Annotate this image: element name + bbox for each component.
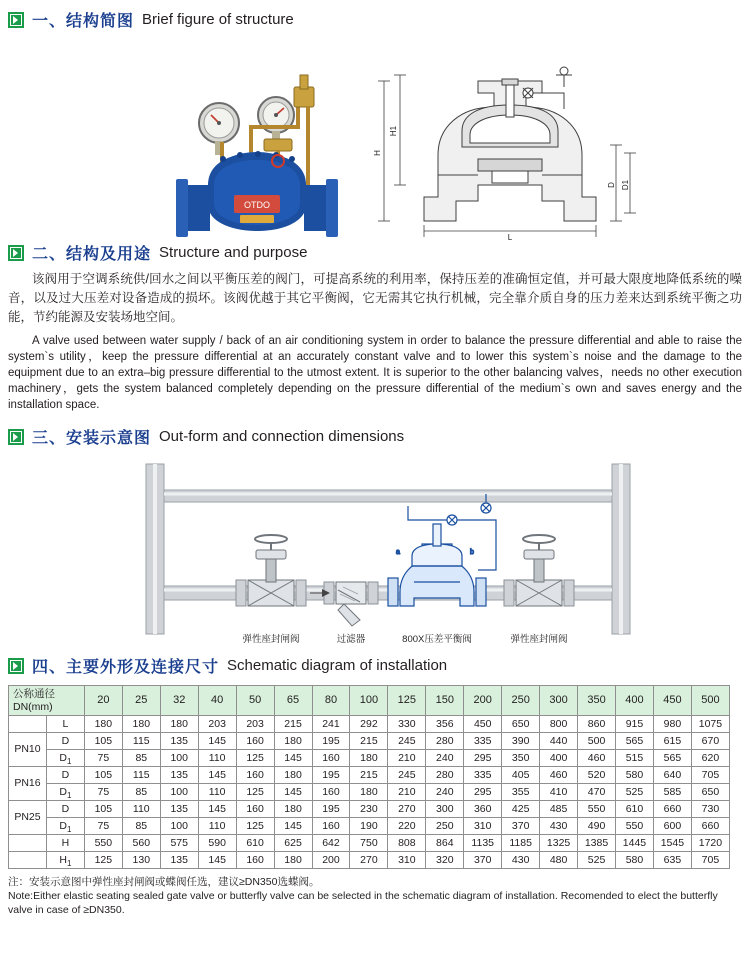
cell: 550 (84, 835, 122, 852)
cell: 203 (198, 716, 236, 733)
dim-label-h1: H1 (389, 125, 398, 137)
cell: 600 (653, 818, 691, 835)
cell: 180 (160, 716, 198, 733)
section-heading-1 (8, 8, 742, 31)
cell: 245 (388, 733, 426, 750)
svg-text:b: b (470, 549, 474, 556)
table-row (9, 784, 730, 801)
cell: 860 (578, 716, 616, 733)
cell: 180 (274, 852, 312, 869)
cell: 1545 (653, 835, 691, 852)
cell: 75 (84, 818, 122, 835)
table-row (9, 750, 730, 767)
figure-structure (8, 35, 742, 242)
cell: 160 (312, 784, 350, 801)
cell: 440 (540, 733, 578, 750)
section-2-title-en: Structure and purpose (159, 244, 308, 261)
cell: 195 (312, 733, 350, 750)
cell: 565 (616, 733, 654, 750)
cell: 400 (540, 750, 578, 767)
table-row (9, 716, 730, 733)
col-header-size: 350 (578, 686, 616, 716)
row-label-subscript: 1 (66, 858, 72, 868)
cell: 1135 (464, 835, 502, 852)
caption-left-gate-valve: 弹性座封闸阀 (242, 634, 300, 645)
cell: 180 (274, 767, 312, 784)
cell: 220 (388, 818, 426, 835)
cell: 115 (122, 767, 160, 784)
col-header-size: 80 (312, 686, 350, 716)
cell: 525 (616, 784, 654, 801)
table-row (9, 818, 730, 835)
cell: 160 (236, 852, 274, 869)
cell: 85 (122, 818, 160, 835)
cell: 295 (464, 784, 502, 801)
col-header-size: 50 (236, 686, 274, 716)
cell: 585 (653, 784, 691, 801)
table-row (9, 835, 730, 852)
cell: 705 (691, 852, 729, 869)
cell: 470 (578, 784, 616, 801)
cell: 145 (198, 733, 236, 750)
cell: 195 (312, 767, 350, 784)
cell: 335 (464, 767, 502, 784)
installation-drawing (8, 450, 742, 648)
section-marker-icon (8, 658, 24, 674)
cell: 100 (160, 784, 198, 801)
cell: 160 (236, 801, 274, 818)
cell: 115 (122, 733, 160, 750)
cell: 75 (84, 750, 122, 767)
cell: 1325 (540, 835, 578, 852)
cell: 125 (84, 852, 122, 869)
cell: 650 (502, 716, 540, 733)
cell: 105 (84, 801, 122, 818)
caption-balance-valve: 800X压差平衡阀 (402, 634, 472, 645)
col-header-size: 450 (653, 686, 691, 716)
cell: 145 (198, 801, 236, 818)
col-header-size: 125 (388, 686, 426, 716)
caption-right-gate-valve: 弹性座封闸阀 (510, 634, 568, 645)
row-label-subscript: 1 (66, 790, 72, 800)
cell: 610 (616, 801, 654, 818)
cell: 100 (160, 750, 198, 767)
cell: 580 (616, 852, 654, 869)
row-group-label (9, 835, 47, 852)
cell: 215 (350, 767, 388, 784)
cell: 610 (236, 835, 274, 852)
cell: 410 (540, 784, 578, 801)
cell: 180 (350, 750, 388, 767)
cell: 300 (426, 801, 464, 818)
table-row (9, 801, 730, 818)
cell: 110 (122, 801, 160, 818)
cell: 355 (502, 784, 540, 801)
cell: 85 (122, 750, 160, 767)
cell: 180 (274, 801, 312, 818)
cell: 615 (653, 733, 691, 750)
cell: 280 (426, 767, 464, 784)
cell: 580 (616, 767, 654, 784)
purpose-paragraph-cn: 该阀用于空调系统供/回水之间以平衡压差的阀门，可提高系统的利用率，保持压差的准确恒定值，并可最大限度地降低系统的噪音，以及过大压差对设备造成的损坏。该阀优越于其它平衡阀，它无需其它执行机械，完全靠介质自身的压力差来达到系统平衡之功能，节约能源及安装场地空间。 (8, 272, 742, 324)
cell: 590 (198, 835, 236, 852)
cell: 915 (616, 716, 654, 733)
col-header-size: 400 (616, 686, 654, 716)
cell: 110 (198, 750, 236, 767)
cell: 370 (502, 818, 540, 835)
cell: 980 (653, 716, 691, 733)
cell: 490 (578, 818, 616, 835)
col-header-size: 250 (502, 686, 540, 716)
cell: 390 (502, 733, 540, 750)
dim-label-l: L (507, 233, 513, 242)
row-group-label (9, 852, 47, 869)
cell: 515 (616, 750, 654, 767)
col-header-size: 20 (84, 686, 122, 716)
cell: 800 (540, 716, 578, 733)
cell: 85 (122, 784, 160, 801)
cell: 430 (540, 818, 578, 835)
cell: 625 (274, 835, 312, 852)
cell: 145 (274, 784, 312, 801)
row-label-subscript: 1 (66, 824, 72, 834)
cell: 160 (312, 818, 350, 835)
table-row (9, 733, 730, 750)
cell: 500 (578, 733, 616, 750)
cell: 180 (122, 716, 160, 733)
cell: 125 (236, 750, 274, 767)
cell: 660 (653, 801, 691, 818)
cell: 650 (691, 784, 729, 801)
note-en: Note:Either elastic seating sealed gate valve or butterfly valve can be selected in the schematic diagram of installation. Recomended to elect the butterfly valve in case of ≥DN350. (8, 890, 718, 916)
cell: 330 (388, 716, 426, 733)
section-heading-3 (8, 425, 742, 448)
cell: 160 (312, 750, 350, 767)
section-heading-2 (8, 241, 742, 264)
cell: 210 (388, 750, 426, 767)
section-marker-icon (8, 12, 24, 28)
cell: 640 (653, 767, 691, 784)
section-1-title-en: Brief figure of structure (142, 11, 294, 28)
cell: 160 (236, 733, 274, 750)
cell: 135 (160, 767, 198, 784)
col-header-size: 25 (122, 686, 160, 716)
cell: 1720 (691, 835, 729, 852)
cell: 125 (236, 784, 274, 801)
cell: 160 (236, 767, 274, 784)
cell: 203 (236, 716, 274, 733)
table-note (8, 875, 742, 917)
cell: 670 (691, 733, 729, 750)
cell: 460 (578, 750, 616, 767)
row-label: D (46, 801, 84, 818)
cell: 565 (653, 750, 691, 767)
dimensions-table (8, 685, 730, 869)
col-header-size: 100 (350, 686, 388, 716)
cell: 215 (274, 716, 312, 733)
cell: 145 (274, 750, 312, 767)
row-label: $D_1$ (46, 750, 84, 767)
row-group-label: PN10 (9, 733, 47, 767)
col-header-size: 65 (274, 686, 312, 716)
valve-brand-text: OTDO (244, 200, 270, 210)
section-4-title-cn: 四、主要外形及连接尺寸 (32, 659, 220, 676)
cell: 425 (502, 801, 540, 818)
cell: 370 (464, 852, 502, 869)
cell: 135 (160, 733, 198, 750)
caption-strainer: 过滤器 (336, 634, 366, 645)
row-label: L (46, 716, 84, 733)
figure-installation (8, 450, 742, 650)
cell: 560 (122, 835, 160, 852)
cell: 405 (502, 767, 540, 784)
dim-label-d: D (607, 182, 616, 188)
cell: 620 (691, 750, 729, 767)
cell: 210 (388, 784, 426, 801)
table-header-row (9, 686, 730, 716)
section-1-title-cn: 一、结构简图 (32, 13, 135, 30)
row-label: D (46, 733, 84, 750)
section-4-title-en: Schematic diagram of installation (227, 657, 448, 674)
cell: 125 (236, 818, 274, 835)
cell: 864 (426, 835, 464, 852)
cell: 200 (312, 852, 350, 869)
cell: 180 (274, 733, 312, 750)
cell: 1445 (616, 835, 654, 852)
cell: 808 (388, 835, 426, 852)
row-label: H (46, 835, 84, 852)
cell: 135 (160, 852, 198, 869)
corner-line-2: DN(mm) (13, 700, 53, 713)
col-header-size: 150 (426, 686, 464, 716)
document-page (0, 8, 750, 971)
row-label: D (46, 767, 84, 784)
cell: 335 (464, 733, 502, 750)
cell: 195 (312, 801, 350, 818)
note-cn: 注：安装示意图中弹性座封闸阀或蝶阀任选，建议≥DN350选蝶阀。 (8, 876, 320, 888)
cell: 430 (502, 852, 540, 869)
cell: 642 (312, 835, 350, 852)
row-group-label (9, 716, 47, 733)
section-heading-4 (8, 654, 742, 677)
cell: 292 (350, 716, 388, 733)
cell: 241 (312, 716, 350, 733)
cell: 450 (464, 716, 502, 733)
purpose-paragraph-en: A valve used between water supply / back of an air conditioning system in order to balance the pressure differential and able to raise the system`s utility，keep the pressure differential at an accurately constant valve and to lower this system`s noise and the damage to the equipment due to an extra–big pressure differential to the utmost extent. It is superior to the other balancing valves，needs no other execution machinery，gets the system balanced completely depending on the pressure differential of the medium`s own and saves energy and the installation space. (8, 335, 742, 411)
cell: 520 (578, 767, 616, 784)
cell: 1075 (691, 716, 729, 733)
cell: 480 (540, 852, 578, 869)
cell: 356 (426, 716, 464, 733)
cell: 1185 (502, 835, 540, 852)
table-corner-header (9, 686, 85, 716)
cell: 635 (653, 852, 691, 869)
cell: 350 (502, 750, 540, 767)
row-group-label: PN25 (9, 801, 47, 835)
row-label-subscript: 1 (66, 756, 72, 766)
cell: 110 (198, 784, 236, 801)
col-header-size: 200 (464, 686, 502, 716)
dim-label-h: H (373, 150, 382, 156)
section-marker-icon (8, 245, 24, 261)
cell: 180 (350, 784, 388, 801)
cell: 245 (388, 767, 426, 784)
section-marker-icon (8, 429, 24, 445)
corner-line-1: 公称通径 (13, 687, 55, 700)
cell: 320 (426, 852, 464, 869)
cell: 240 (426, 750, 464, 767)
cell: 310 (464, 818, 502, 835)
row-label: $D_1$ (46, 818, 84, 835)
table-row (9, 767, 730, 784)
structure-drawing (8, 35, 742, 242)
cell: 660 (691, 818, 729, 835)
section-3-title-cn: 三、安装示意图 (32, 430, 152, 447)
cell: 550 (616, 818, 654, 835)
cell: 575 (160, 835, 198, 852)
row-label: $H_1$ (46, 852, 84, 869)
cell: 280 (426, 733, 464, 750)
cell: 360 (464, 801, 502, 818)
cell: 525 (578, 852, 616, 869)
row-group-label: PN16 (9, 767, 47, 801)
cell: 460 (540, 767, 578, 784)
section-3-title-en: Out-form and connection dimensions (159, 428, 405, 445)
cell: 130 (122, 852, 160, 869)
section-2-title-cn: 二、结构及用途 (32, 246, 152, 263)
cell: 145 (274, 818, 312, 835)
cell: 145 (198, 852, 236, 869)
col-header-size: 32 (160, 686, 198, 716)
col-header-size: 40 (198, 686, 236, 716)
cell: 240 (426, 784, 464, 801)
cell: 145 (198, 767, 236, 784)
cell: 310 (388, 852, 426, 869)
cell: 1385 (578, 835, 616, 852)
table-row (9, 852, 730, 869)
cell: 550 (578, 801, 616, 818)
cell: 730 (691, 801, 729, 818)
row-label: $D_1$ (46, 784, 84, 801)
col-header-size: 500 (691, 686, 729, 716)
svg-text:a: a (396, 549, 400, 556)
cell: 295 (464, 750, 502, 767)
cell: 190 (350, 818, 388, 835)
cell: 75 (84, 784, 122, 801)
cell: 230 (350, 801, 388, 818)
cell: 105 (84, 767, 122, 784)
cell: 215 (350, 733, 388, 750)
cell: 110 (198, 818, 236, 835)
cell: 705 (691, 767, 729, 784)
cell: 750 (350, 835, 388, 852)
dim-label-d1: D1 (621, 179, 630, 191)
cell: 105 (84, 733, 122, 750)
cell: 180 (84, 716, 122, 733)
cell: 270 (350, 852, 388, 869)
cell: 250 (426, 818, 464, 835)
cell: 270 (388, 801, 426, 818)
cell: 485 (540, 801, 578, 818)
col-header-size: 300 (540, 686, 578, 716)
cell: 135 (160, 801, 198, 818)
cell: 100 (160, 818, 198, 835)
